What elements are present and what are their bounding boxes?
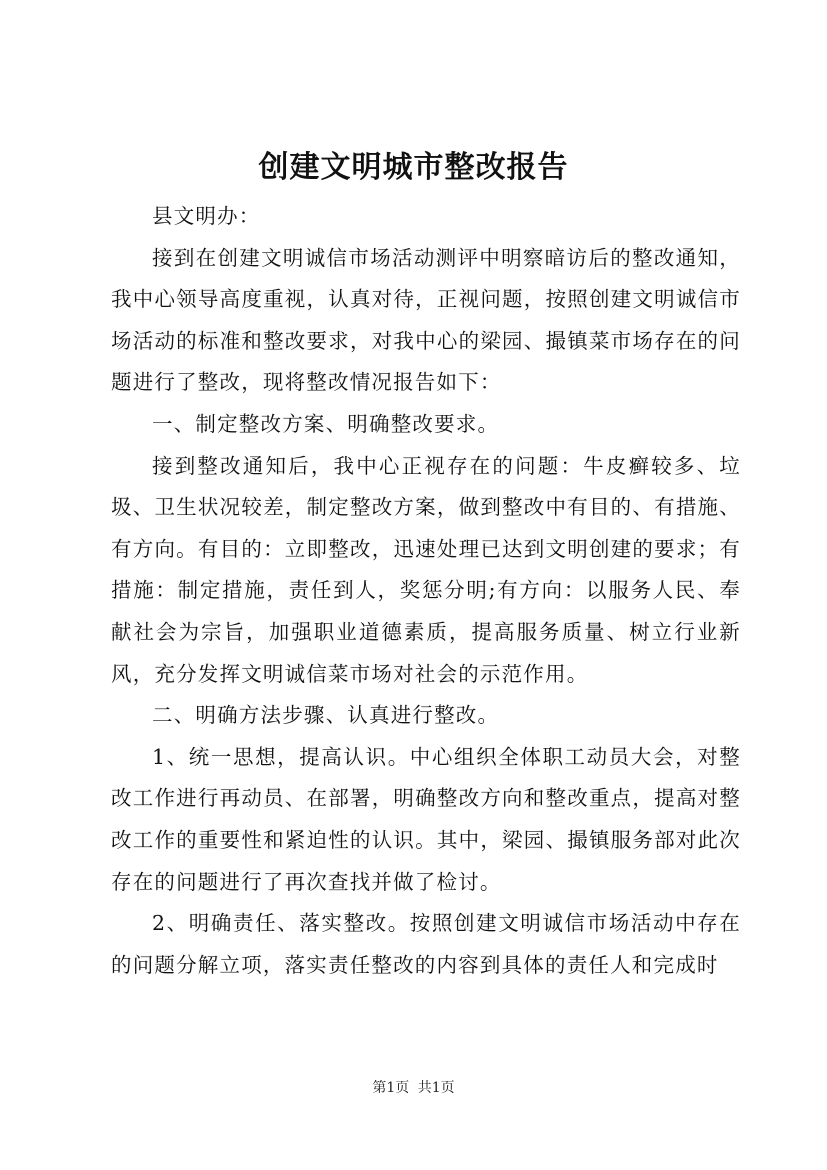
paragraph-section-1: 接到整改通知后，我中心正视存在的问题：牛皮癣较多、垃圾、卫生状况较差，制定整改方案，做到整改中有目的、有措施、有方向。有目的：立即整改，迅速处理已达到文明创建的要求；有措施：制定措施，责任到人，奖惩分明;有方向：以服务人民、奉献社会为宗旨，加强职业道德素质，提高服务质量、树立行业新风，充分发挥文明诚信菜市场对社会的示范作用。	[111, 453, 741, 686]
page-total: 共1页	[417, 1080, 455, 1096]
document-title: 创建文明城市整改报告	[258, 150, 569, 185]
page-number: 第1页	[372, 1080, 410, 1096]
section-heading-1: 一、制定整改方案、明确整改要求。	[152, 411, 500, 436]
salutation: 县文明办：	[152, 204, 261, 228]
paragraph-item-2: 2、明确责任、落实整改。按照创建文明诚信市场活动中存在的问题分解立项，落实责任整改的内容到具体的责任人和完成时	[111, 911, 741, 977]
paragraph-intro: 接到在创建文明诚信市场活动测评中明察暗访后的整改通知，我中心领导高度重视，认真对待，正视问题，按照创建文明诚信市场活动的标准和整改要求，对我中心的梁园、撮镇菜市场存在的问题进行了整改，现将整改情况报告如下：	[111, 245, 741, 395]
section-heading-2: 二、明确方法步骤、认真进行整改。	[152, 703, 500, 728]
page-footer	[0, 1078, 827, 1098]
paragraph-item-1: 1、统一思想，提高认识。中心组织全体职工动员大会，对整改工作进行再动员、在部署，明确整改方向和整改重点，提高对整改工作的重要性和紧迫性的认识。其中，梁园、撮镇服务部对此次存在的问题进行了再次查找并做了检讨。	[111, 744, 741, 894]
document-body	[111, 196, 741, 986]
